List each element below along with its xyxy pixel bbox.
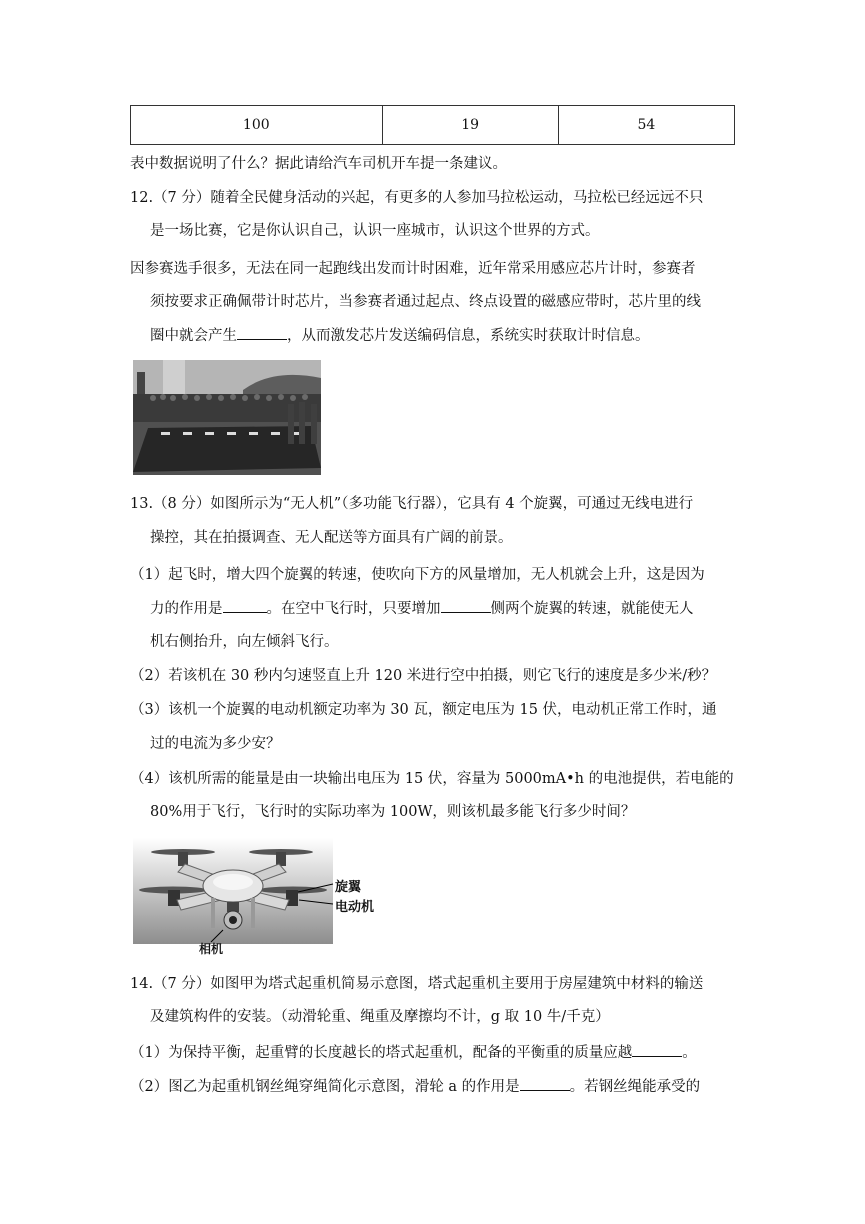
answer-blank[interactable] (632, 1042, 682, 1057)
table-cell: 54 (558, 106, 734, 145)
data-table (130, 105, 735, 145)
q14-part1-text: （1）为保持平衡，起重臂的长度越长的塔式起重机，配备的平衡重的质量应越 (130, 1045, 633, 1061)
q14-line-1: 14.（7 分）如图甲为塔式起重机简易示意图，塔式起重机主要用于房屋建筑中材料的输送 (130, 976, 704, 992)
q13-part1-line-1: （1）起飞时，增大四个旋翼的转速，使吹向下方的风量增加，无人机就会上升，这是因为 (130, 567, 705, 583)
q14-part2-text-a: （2）图乙为起重机钢丝绳穿绳简化示意图，滑轮 a 的作用是 (130, 1079, 520, 1095)
q12-line-1: 12.（7 分）随着全民健身活动的兴起，有更多的人参加马拉松运动，马拉松已经远远不只 (130, 190, 704, 206)
q12-line-5-end: ，从而激发芯片发送编码信息，系统实时获取计时信息。 (287, 328, 650, 344)
q12-line-2: 是一场比赛，它是你认识自己，认识一座城市，认识这个世界的方式。 (150, 223, 600, 239)
q13-part1-text-b: 。在空中飞行时，只要增加 (266, 601, 441, 617)
q12-line-5 (150, 324, 650, 345)
answer-blank[interactable] (237, 325, 287, 340)
q14-part2 (130, 1075, 700, 1096)
q14-line-2: 及建筑构件的安装。（动滑轮重、绳重及摩擦均不计，g 取 10 牛/千克） (150, 1009, 610, 1025)
table-row (131, 106, 735, 145)
q13-part3-line-1: （3）该机一个旋翼的电动机额定功率为 30 瓦，额定电压为 15 伏，电动机正常工作时，通 (130, 702, 717, 718)
marathon-photo (133, 360, 321, 475)
table-cell: 100 (131, 106, 383, 145)
label-rotor: 旋翼 (335, 880, 362, 895)
answer-blank[interactable] (441, 598, 491, 613)
q13-part1-text-a: 力的作用是 (150, 601, 223, 617)
q13-part1-line-2 (150, 597, 694, 618)
q13-part3-line-2: 过的电流为多少安？ (150, 736, 281, 752)
q14-part1-end: 。 (682, 1045, 697, 1061)
label-camera: 相机 (199, 942, 224, 956)
q13-line-1: 13.（8 分）如图所示为“无人机”（多功能飞行器），它具有 4 个旋翼，可通过无线电进行 (130, 496, 694, 512)
drone-figure (133, 838, 385, 956)
label-motor: 电动机 (335, 900, 375, 915)
q14-part1 (130, 1041, 697, 1062)
table-question: 表中数据说明了什么？据此请给汽车司机开车提一条建议。 (130, 156, 507, 172)
q12-line-3: 因参赛选手很多，无法在同一起跑线出发而计时困难，近年常采用感应芯片计时，参赛者 (130, 261, 696, 277)
answer-blank[interactable] (223, 598, 267, 613)
answer-blank[interactable] (520, 1076, 570, 1091)
q13-part1-text-c: 侧两个旋翼的转速，就能使无人 (490, 601, 694, 617)
q12-line-4: 须按要求正确佩带计时芯片，当参赛者通过起点、终点设置的磁感应带时，芯片里的线 (150, 294, 701, 310)
q13-part1-line-3: 机右侧抬升，向左倾斜飞行。 (150, 634, 339, 650)
q13-part4-line-2: 80%用于飞行，飞行时的实际功率为 100W，则该机最多能飞行多少时间？ (150, 804, 636, 820)
q13-part2: （2）若该机在 30 秒内匀速竖直上升 120 米进行空中拍摄，则它飞行的速度是多少米/秒？ (130, 668, 717, 684)
q13-line-2: 操控，其在拍摄调查、无人配送等方面具有广阔的前景。 (150, 530, 513, 546)
q14-part2-text-b: 。若钢丝绳能承受的 (569, 1079, 701, 1095)
q12-line-5-start: 圈中就会产生 (150, 328, 237, 344)
table-cell: 19 (382, 106, 558, 145)
q13-part4-line-1: （4）该机所需的能量是由一块输出电压为 15 伏，容量为 5000mA•h 的电池提供，若电能的 (130, 771, 734, 787)
